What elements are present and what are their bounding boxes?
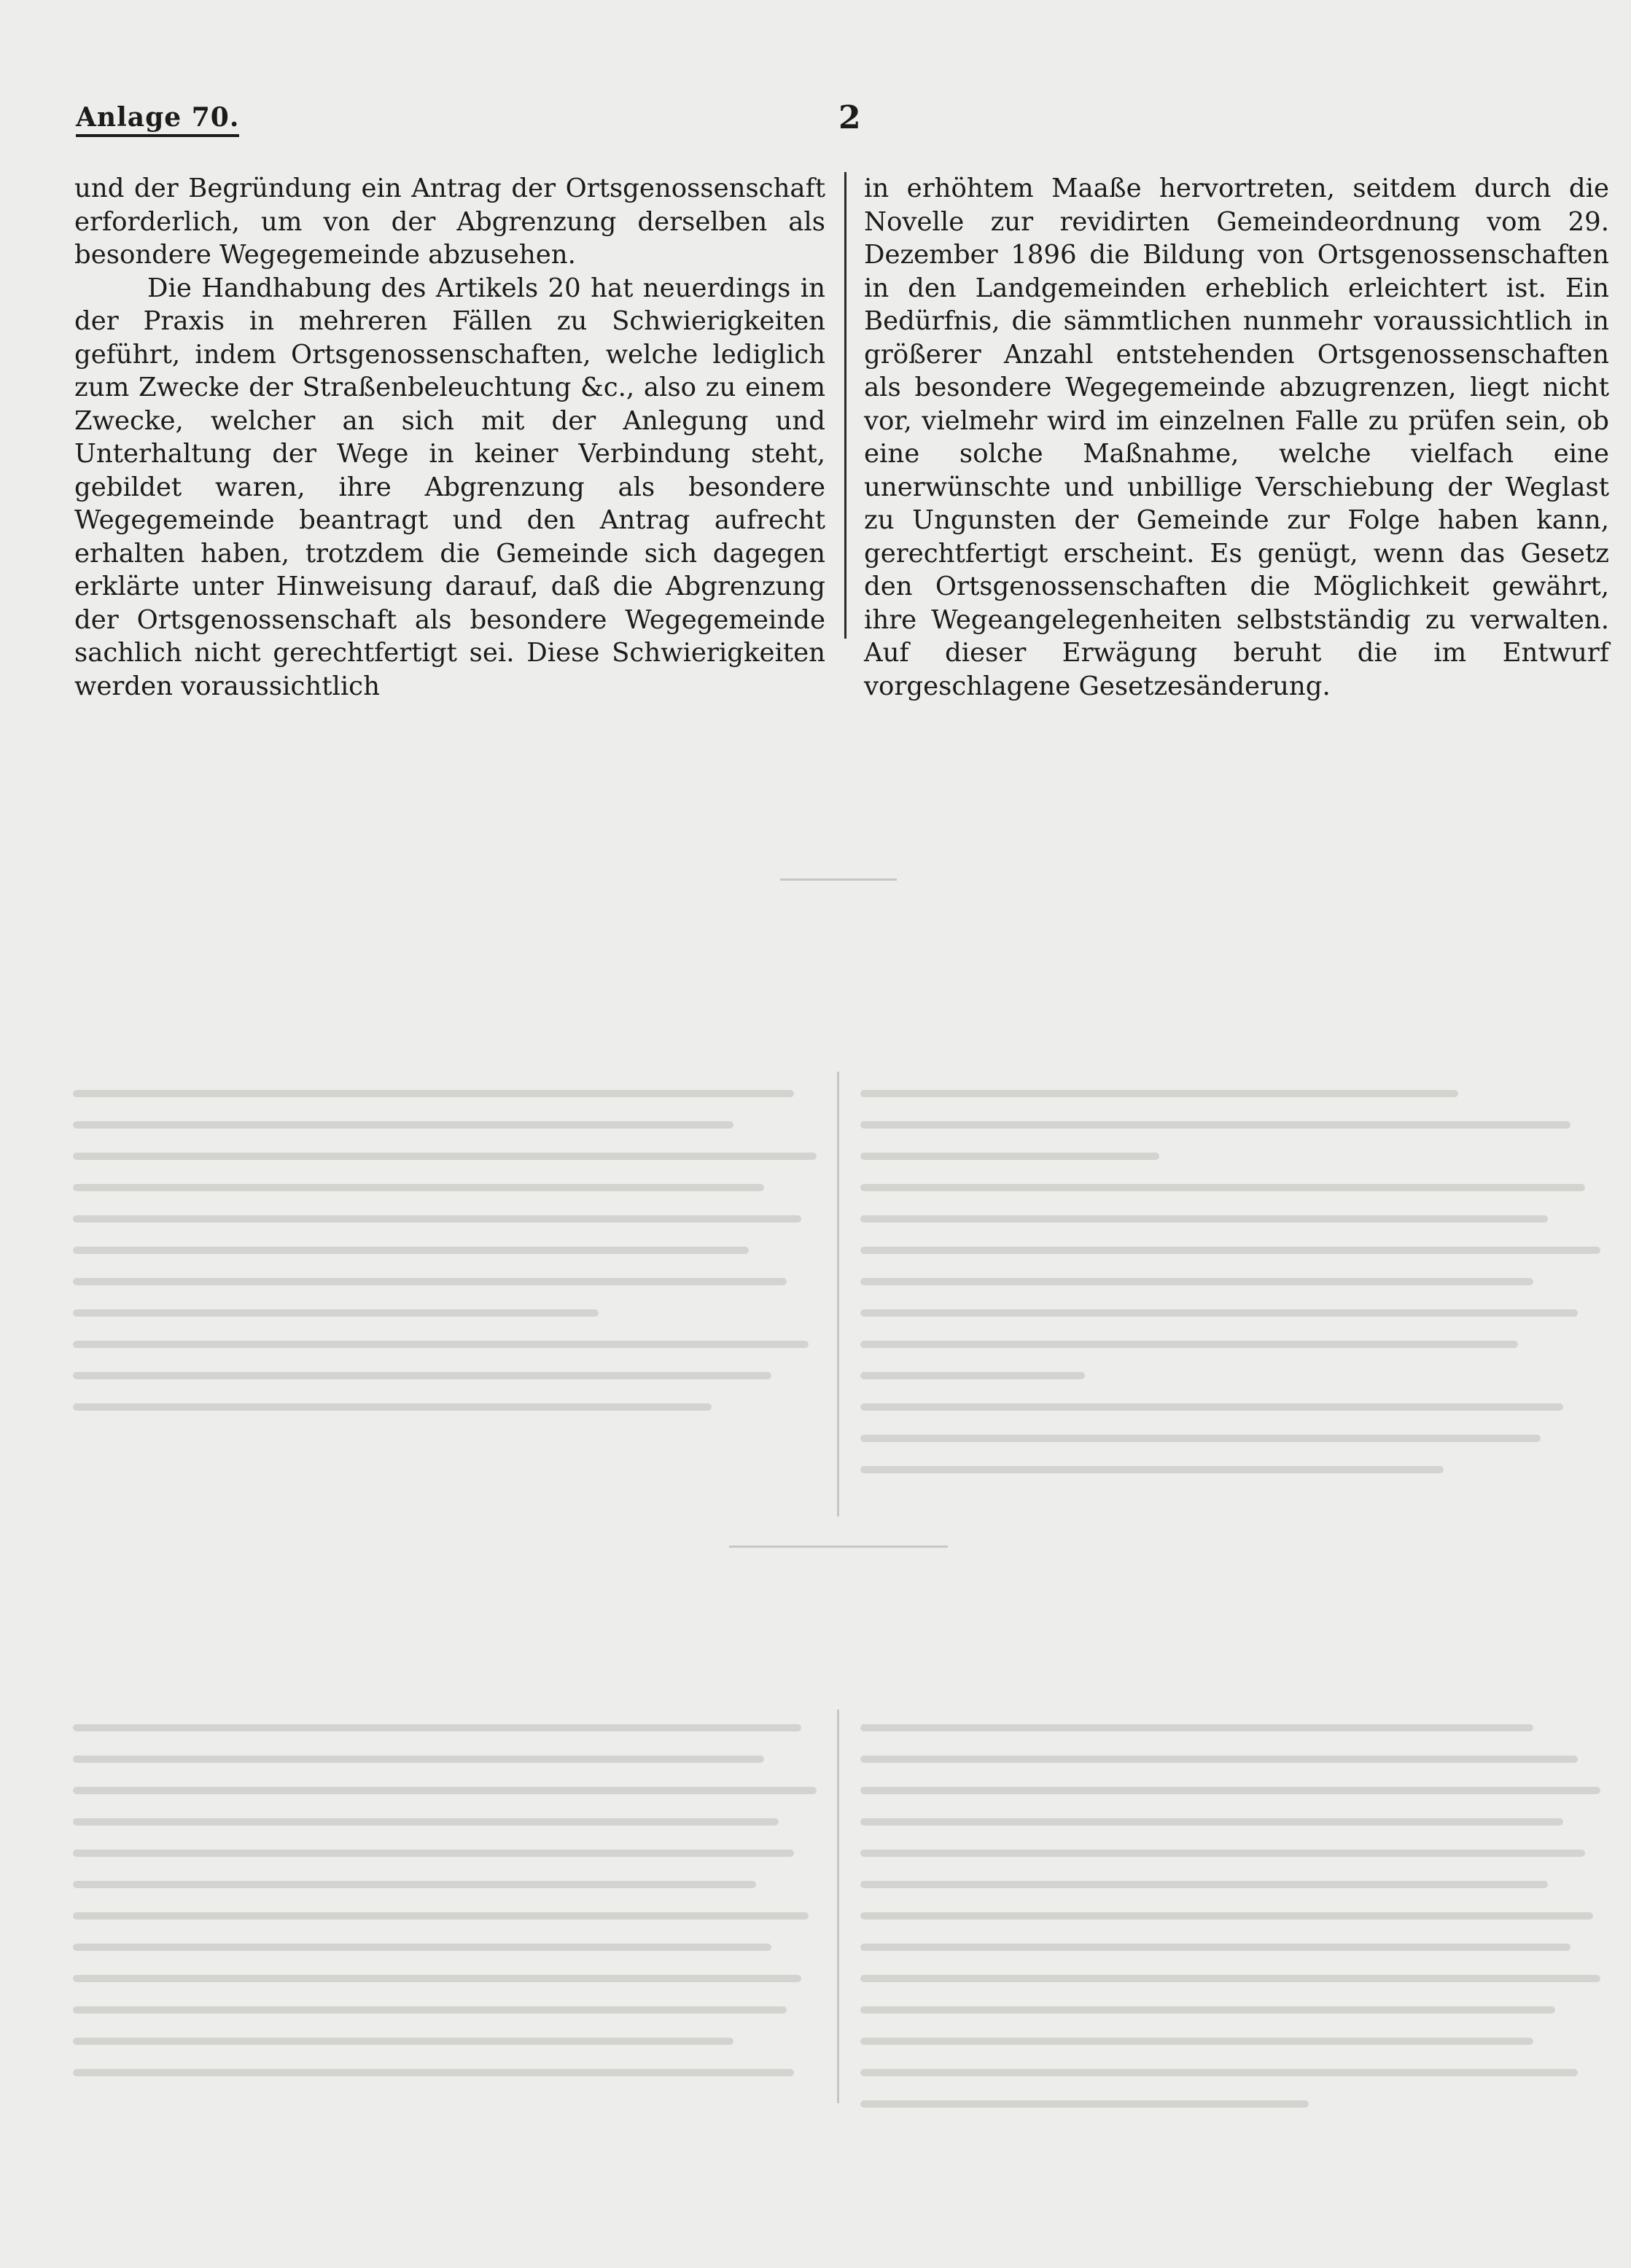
bleed-through-rule <box>837 1710 839 2103</box>
left-text-column <box>74 172 825 703</box>
bleed-through-text-right <box>860 1090 1608 1497</box>
bleed-through-text-right <box>860 1724 1608 2132</box>
paragraph: in erhöhtem Maaße hervortreten, seitdem durch die Novelle zur revidirten Gemeindeordnung vom 29. Dezember 1896 die Bildung von Ortsgenossenschaften in den Landgemeinden erheblich erleichtert ist. Ein Bedürfnis, die sämmtlichen nunmehr voraussichtlich in größerer Anzahl entstehenden Ortsgenossenschaften als besondere Wegegemeinde abzugrenzen, liegt nicht vor, vielmehr wird im einzelnen Falle zu prüfen sein, ob eine solche Maßnahme, welche vielfach eine unerwünschte und unbillige Verschiebung der Weglast zu Ungunsten der Gemeinde zur Folge haben kann, gerechtfertigt erscheint. Es genügt, wenn das Gesetz den Ortsgenossenschaften die Möglichkeit gewährt, ihre Wegeangelegenheiten selbstständig zu verwalten. Auf dieser Erwägung beruht die im Entwurf vorgeschlagene Gesetzesänderung. <box>864 174 1609 701</box>
bleed-through-text-left <box>73 1090 824 1435</box>
paragraph: und der Begründung ein Antrag der Ortsgenossenschaft erforderlich, um von der Abgrenzung derselben als besondere Wegegemeinde abzusehen. <box>74 174 825 270</box>
column-divider <box>844 172 846 639</box>
bleed-through-rule <box>837 1072 839 1516</box>
section-label: Anlage 70. <box>76 102 239 137</box>
bleed-through-text-left <box>73 1724 824 2100</box>
bleed-through-rule <box>729 1546 948 1548</box>
paragraph: Die Handhabung des Artikels 20 hat neuerdings in der Praxis in mehreren Fällen zu Schwierigkeiten geführt, indem Ortsgenossenschaften, welche lediglich zum Zwecke der Straßenbeleuchtung &c., also zu einem Zwecke, welcher an sich mit der Anlegung und Unterhaltung der Wege in keiner Verbindung steht, gebildet waren, ihre Abgrenzung als besondere Wegegemeinde beantragt und den Antrag aufrecht erhalten haben, trotzdem die Gemeinde sich dagegen erklärte unter Hinweisung darauf, daß die Abgrenzung der Ortsgenossenschaft als besondere Wegegemeinde sachlich nicht gerechtfertigt sei. Diese Schwierigkeiten werden voraussichtlich <box>74 273 825 701</box>
right-text-column <box>864 172 1609 703</box>
bleed-through-rule <box>780 878 897 881</box>
page-number: 2 <box>838 99 861 136</box>
